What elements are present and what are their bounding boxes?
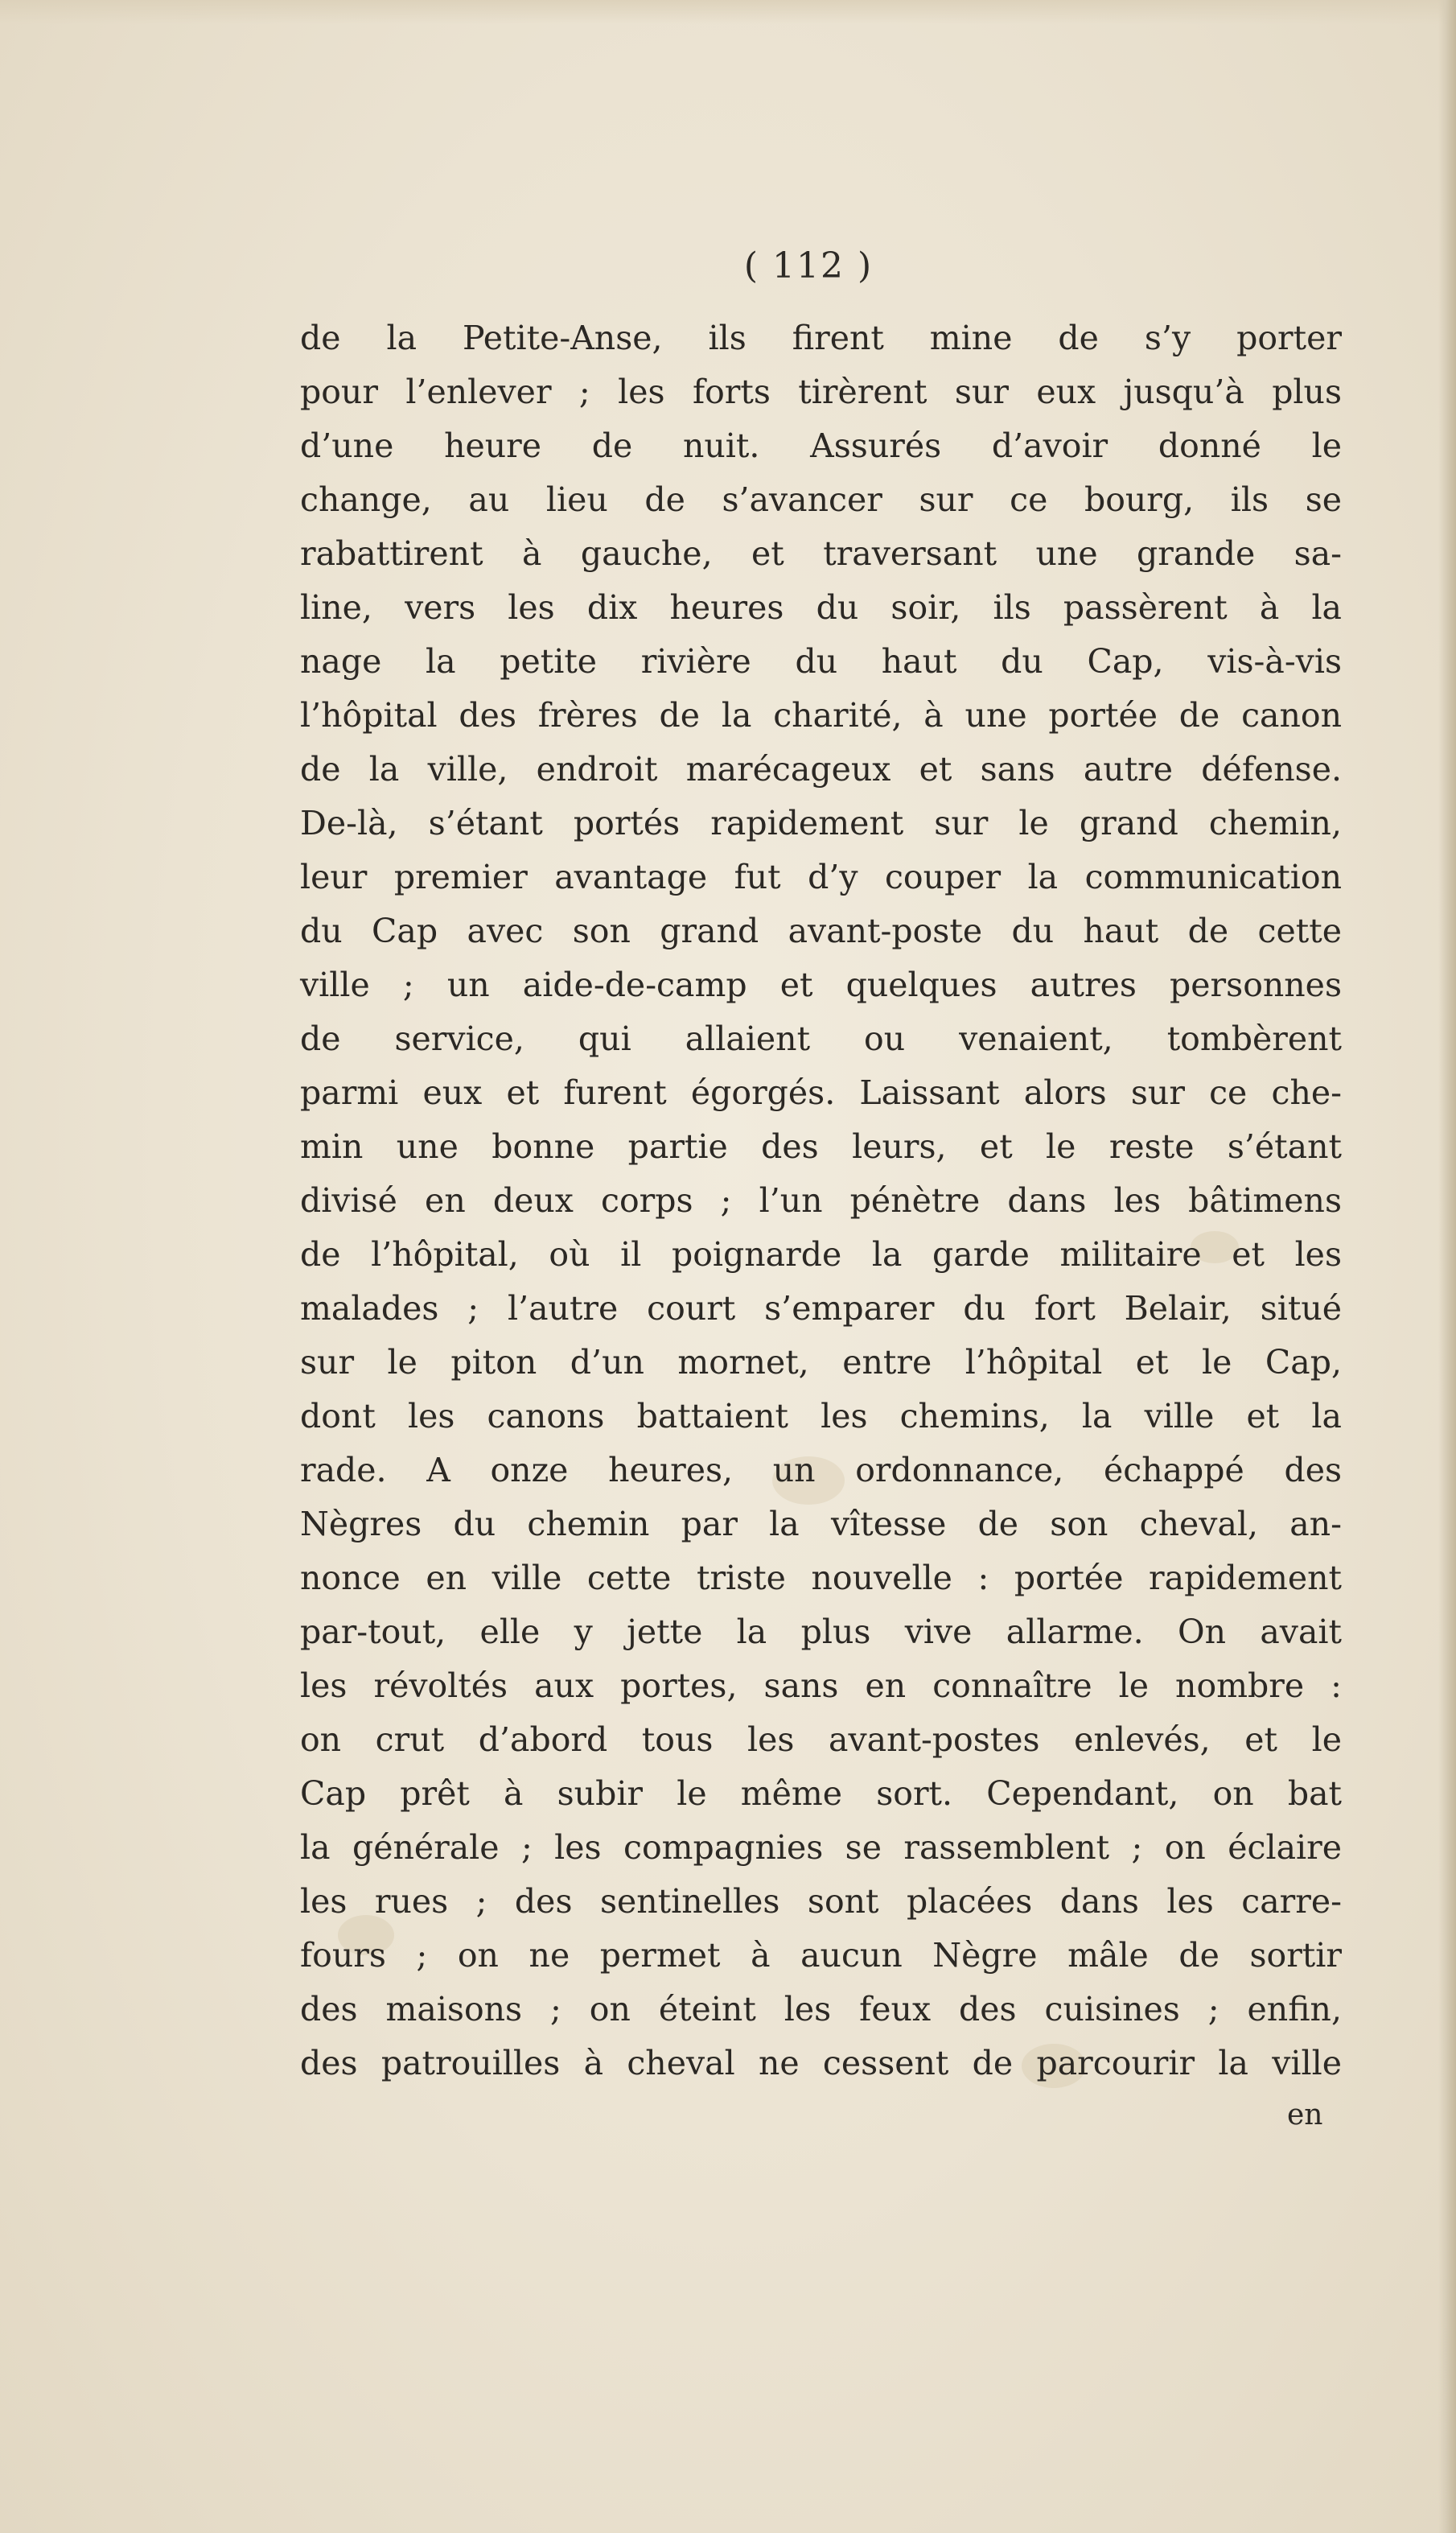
text-line: nage la petite rivière du haut du Cap, vis-à-vis bbox=[300, 642, 1342, 681]
text-line: fours ; on ne permet à aucun Nègre mâle de sortir bbox=[300, 1936, 1342, 1975]
text-line: malades ; l’autre court s’emparer du fort Belair, situé bbox=[300, 1289, 1342, 1328]
text-line: la générale ; les compagnies se rassemblent ; on éclaire bbox=[300, 1828, 1342, 1867]
text-line: on crut d’abord tous les avant-postes enlevés, et le bbox=[300, 1720, 1342, 1759]
text-line: ville ; un aide-de-camp et quelques autres personnes bbox=[300, 966, 1342, 1004]
text-line: Nègres du chemin par la vîtesse de son cheval, an- bbox=[300, 1505, 1342, 1543]
text-line: rabattirent à gauche, et traversant une grande sa- bbox=[300, 534, 1342, 573]
text-line: nonce en ville cette triste nouvelle : portée rapidement bbox=[300, 1559, 1342, 1597]
text-line: les révoltés aux portes, sans en connaître le nombre : bbox=[300, 1666, 1342, 1705]
text-line: des maisons ; on éteint les feux des cuisines ; enfin, bbox=[300, 1990, 1342, 2028]
body-text bbox=[300, 311, 1342, 2090]
text-line: rade. A onze heures, un ordonnance, échappé des bbox=[300, 1451, 1342, 1489]
page-edge-shadow bbox=[1438, 0, 1456, 2533]
page-top-shadow bbox=[0, 0, 1456, 24]
text-line: de la ville, endroit marécageux et sans autre défense. bbox=[300, 750, 1342, 789]
text-line: pour l’enlever ; les forts tirèrent sur eux jusqu’à plus bbox=[300, 373, 1342, 411]
text-line: du Cap avec son grand avant-poste du haut de cette bbox=[300, 912, 1342, 950]
text-line: leur premier avantage fut d’y couper la communication bbox=[300, 858, 1342, 896]
text-line: des patrouilles à cheval ne cessent de parcourir la ville bbox=[300, 2044, 1342, 2082]
text-line: divisé en deux corps ; l’un pénètre dans les bâtimens bbox=[300, 1181, 1342, 1220]
catchword: en bbox=[1287, 2098, 1323, 2131]
text-line: de la Petite-Anse, ils firent mine de s’y porter bbox=[300, 319, 1342, 357]
text-line: l’hôpital des frères de la charité, à une portée de canon bbox=[300, 696, 1342, 735]
text-line: les rues ; des sentinelles sont placées dans les carre- bbox=[300, 1882, 1342, 1921]
text-line: De-là, s’étant portés rapidement sur le grand chemin, bbox=[300, 804, 1342, 842]
text-line: d’une heure de nuit. Assurés d’avoir donné le bbox=[300, 426, 1342, 465]
text-line: Cap prêt à subir le même sort. Cependant, on bat bbox=[300, 1774, 1342, 1813]
text-line: change, au lieu de s’avancer sur ce bourg, ils se bbox=[300, 480, 1342, 519]
text-line: de service, qui allaient ou venaient, tombèrent bbox=[300, 1019, 1342, 1058]
text-line: line, vers les dix heures du soir, ils passèrent à la bbox=[300, 588, 1342, 627]
text-line: de l’hôpital, où il poignarde la garde militaire et les bbox=[300, 1235, 1342, 1274]
text-line: par-tout, elle y jette la plus vive allarme. On avait bbox=[300, 1612, 1342, 1651]
text-line: dont les canons battaient les chemins, la ville et la bbox=[300, 1397, 1342, 1435]
text-line: sur le piton d’un mornet, entre l’hôpital et le Cap, bbox=[300, 1343, 1342, 1382]
page-number: ( 112 ) bbox=[743, 245, 874, 286]
text-line: parmi eux et furent égorgés. Laissant alors sur ce che- bbox=[300, 1073, 1342, 1112]
text-line: min une bonne partie des leurs, et le reste s’étant bbox=[300, 1127, 1342, 1166]
